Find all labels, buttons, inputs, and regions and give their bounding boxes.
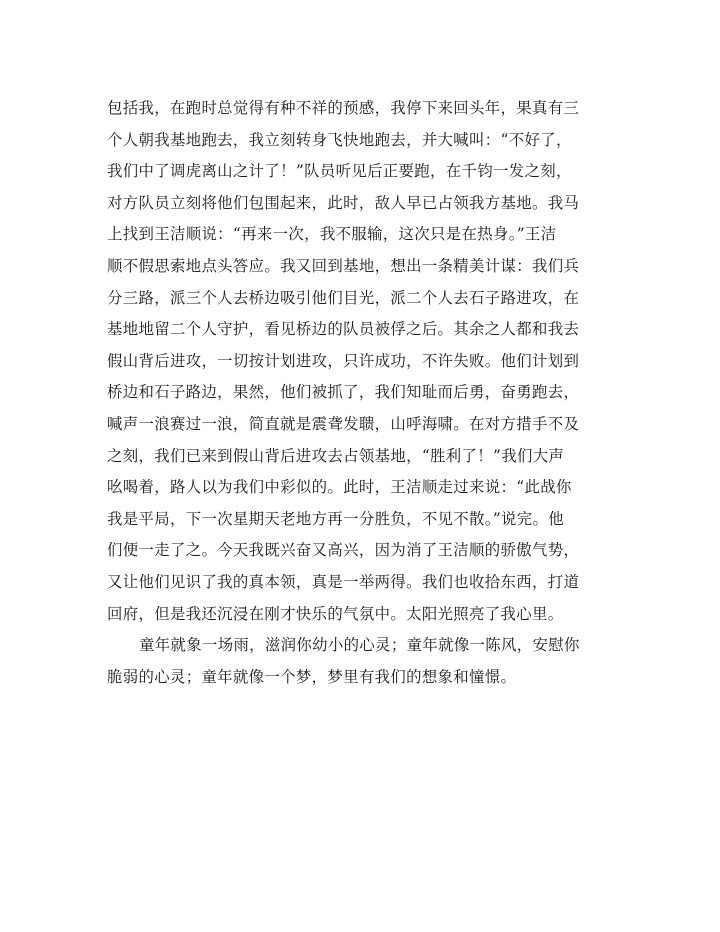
text-line: 脆弱的心灵；童年就像一个梦，梦里有我们的想象和憧憬。 — [107, 667, 517, 686]
text-line: 假山背后进攻，一切按计划进攻，只许成功，不许失败。他们计划到 — [107, 351, 580, 370]
paragraph-1 — [107, 93, 627, 630]
text-line: 上找到王洁顺说：“再来一次，我不服输，这次只是在热身。”王洁 — [107, 225, 557, 244]
text-line: 个人朝我基地跑去，我立刻转身飞快地跑去，并大喊叫：“不好了， — [107, 130, 572, 149]
paragraph-2 — [107, 630, 627, 693]
text-line: 桥边和石子路边，果然，他们被抓了，我们知耻而后勇，奋勇跑去， — [107, 383, 580, 402]
text-line: 回府，但是我还沉浸在刚才快乐的气氛中。太阳光照亮了我心里。 — [107, 604, 564, 623]
text-line: 顺不假思索地点头答应。我又回到基地，想出一条精美计谋：我们兵 — [107, 256, 580, 275]
text-line: 我们中了调虎离山之计了！”队员听见后正要跑，在千钧一发之刻， — [107, 162, 572, 181]
text-line: 基地地留二个人守护，看见桥边的队员被俘之后。其余之人都和我去 — [107, 320, 580, 339]
text-line: 我是平局，下一次星期天老地方再一分胜负，不见不散。”说完。他 — [107, 509, 564, 528]
text-line: 之刻，我们已来到假山背后进攻去占领基地，“胜利了！”我们大声 — [107, 446, 565, 465]
text-line: 童年就象一场雨，滋润你幼小的心灵；童年就像一陈风，安慰你 — [139, 636, 580, 655]
text-line: 们便一走了之。今天我既兴奋又高兴，因为消了王洁顺的骄傲气势， — [107, 541, 580, 560]
text-line: 对方队员立刻将他们包围起来，此时，敌人早已占领我方基地。我马 — [107, 193, 580, 212]
text-line: 分三路，派三个人去桥边吸引他们目光，派二个人去石子路进攻，在 — [107, 288, 580, 307]
text-line: 喊声一浪赛过一浪，简直就是震聋发聩，山呼海啸。在对方措手不及 — [107, 414, 580, 433]
text-line: 吆喝着，路人以为我们中彩似的。此时，王洁顺走过来说：“此战你 — [107, 478, 572, 497]
text-line: 包括我，在跑时总觉得有种不祥的预感，我停下来回头年，果真有三 — [107, 99, 580, 117]
document-body — [107, 93, 627, 693]
text-line: 又让他们见识了我的真本领，真是一举两得。我们也收拾东西，打道 — [107, 572, 580, 591]
